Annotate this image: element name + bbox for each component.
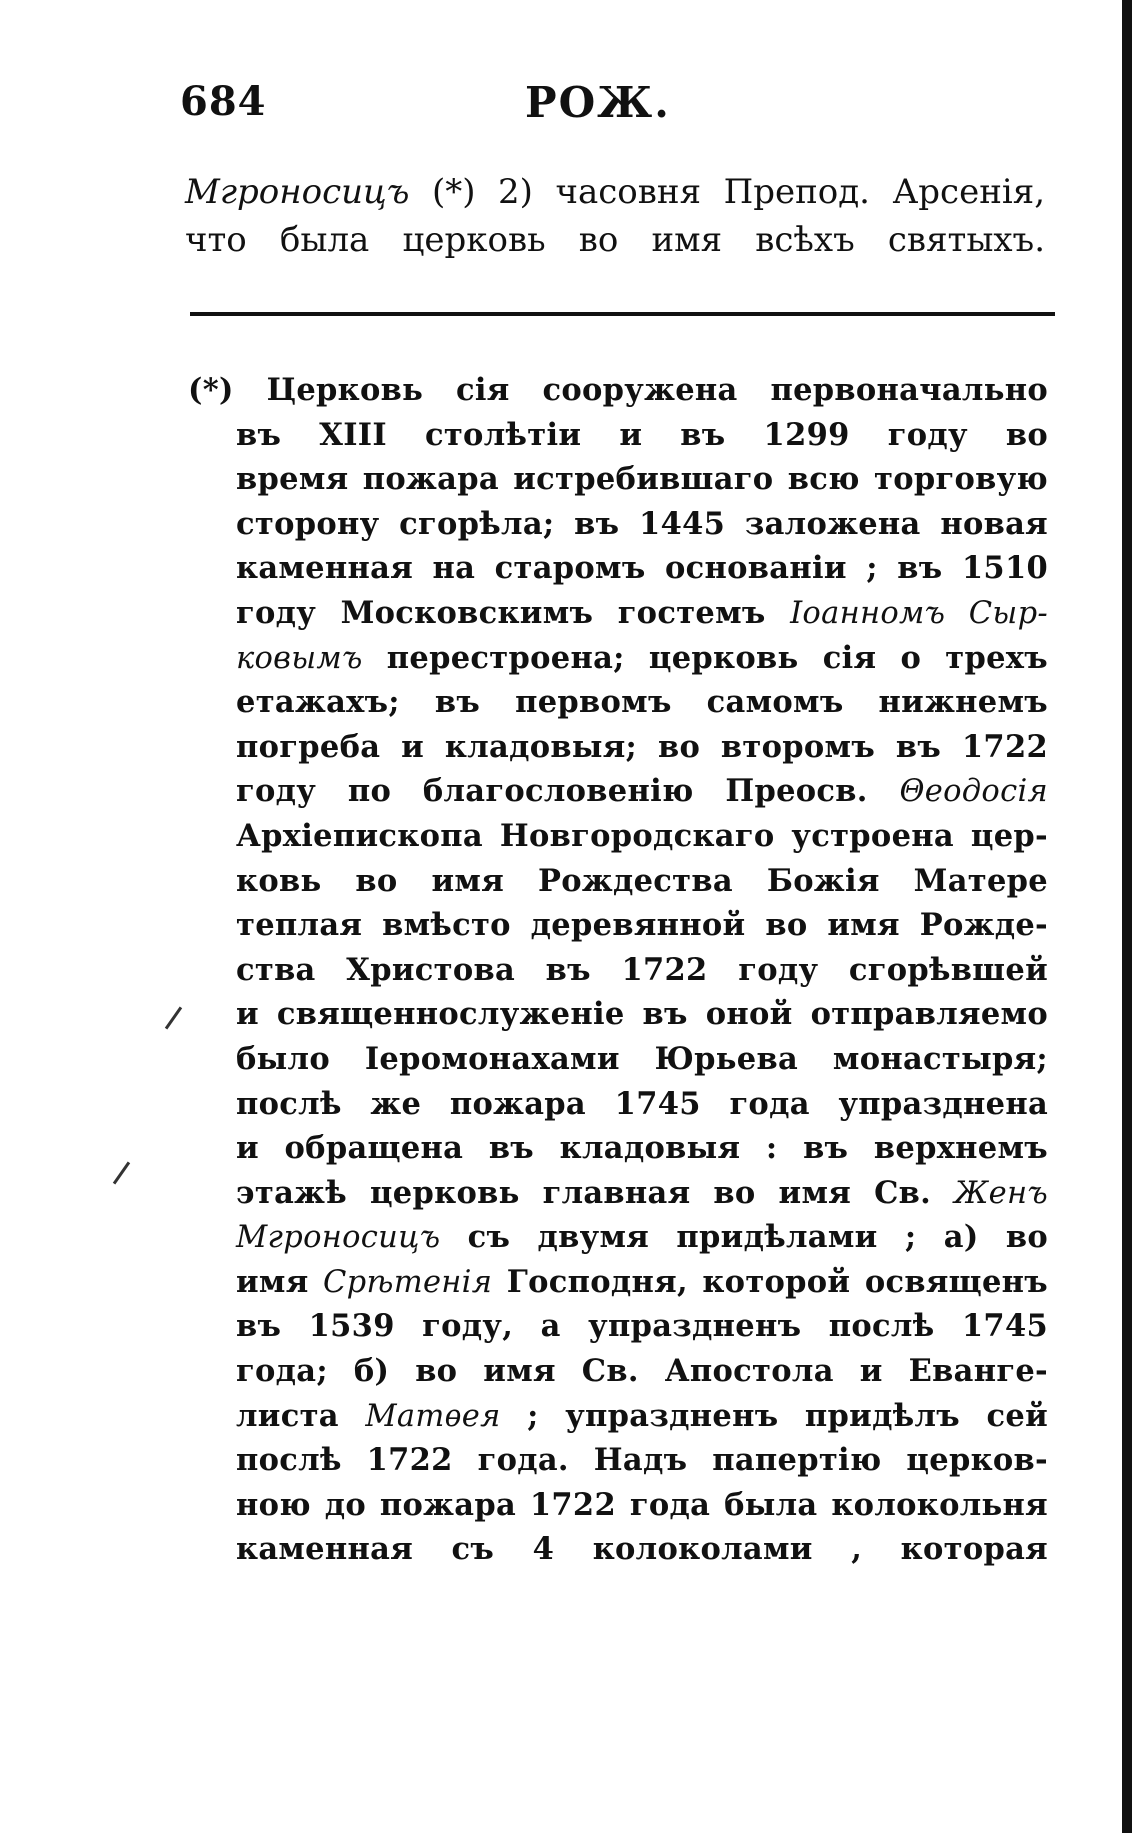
footnote-text: ною до пожара 1722 года была колокольня <box>236 1486 1048 1523</box>
footnote-text: (*) Церковь сія сооружена первоначально <box>188 372 1048 408</box>
footnote-text: и обращена въ кладовыя : въ верхнемъ <box>236 1130 1048 1167</box>
main-text-line <box>185 216 1045 264</box>
footnote-line <box>188 680 1048 725</box>
page-number: 684 <box>180 78 267 125</box>
footnote-line <box>188 1260 1048 1305</box>
footnote-text: етажахъ; въ первомъ самомъ нижнемъ <box>236 684 1048 721</box>
main-text-italic: Мгроносицъ <box>185 172 410 212</box>
footnote-line <box>188 413 1048 458</box>
footnote-text: погреба и кладовыя; во второмъ въ 1722 <box>236 728 1048 765</box>
footnote-text: года; б) во имя Св. Апостола и Еванге- <box>236 1353 1048 1390</box>
running-head: РОЖ. <box>525 78 671 127</box>
footnote-text: листа <box>236 1397 366 1434</box>
main-text-span: (*) 2) часовня Препод. Арсенія, <box>409 172 1045 212</box>
footnote-text: году по благословенію Преосв. <box>236 773 900 810</box>
footnote-line <box>188 1438 1048 1483</box>
footnote-line <box>188 1037 1048 1082</box>
footnote-text: было Іеромонахами Юрьева монастыря; <box>236 1040 1048 1077</box>
footnote-text: ; упраздненъ придѣлъ сей <box>500 1397 1048 1434</box>
footnote-line <box>188 457 1048 502</box>
page-header <box>180 78 1050 138</box>
footnote-line <box>188 368 1048 413</box>
footnote-line <box>188 591 1048 636</box>
footnote-text: Архіепископа Новгородскаго устроена цер- <box>236 817 1048 854</box>
footnote-text: послѣ 1722 года. Надъ папертію церков- <box>236 1442 1048 1479</box>
footnote-text: ства Христова въ 1722 году сгорѣвшей <box>236 951 1048 988</box>
footnote-line <box>188 1349 1048 1394</box>
footnote-text: въ 1539 году, а упраздненъ послѣ 1745 <box>236 1308 1048 1345</box>
margin-scratch-mark <box>165 1006 182 1029</box>
footnote-text: году Московскимъ гостемъ <box>236 594 791 631</box>
footnote-line <box>188 1215 1048 1260</box>
page-edge-shadow <box>1122 0 1132 1833</box>
footnote-text: этажѣ церковь главная во имя Св. <box>236 1174 955 1211</box>
footnote-line <box>188 859 1048 904</box>
footnote-text: имя <box>236 1263 324 1300</box>
footnote <box>188 368 1048 1572</box>
footnote-text: послѣ же пожара 1745 года упразднена <box>236 1085 1048 1122</box>
footnote-text: и священнослуженіе въ оной отправляемо <box>236 996 1048 1033</box>
footnote-italic: Мгроносицъ <box>236 1220 441 1256</box>
footnote-text: Господня, которой освященъ <box>492 1263 1049 1300</box>
footnote-line <box>188 1171 1048 1216</box>
footnote-italic: Θеодосія <box>899 774 1048 810</box>
footnote-line <box>188 769 1048 814</box>
footnote-line <box>188 1394 1048 1439</box>
main-text-line <box>185 168 1045 216</box>
main-text <box>185 168 1045 264</box>
footnote-line <box>188 814 1048 859</box>
footnote-text: каменная съ 4 колоколами , которая <box>236 1531 1048 1568</box>
main-text-span: что была церковь во имя всѣхъ святыхъ. <box>185 220 1045 260</box>
footnote-text: въ XIII столѣтіи и въ 1299 году во <box>236 416 1048 453</box>
footnote-italic: Іоанномъ Сыр- <box>790 595 1048 631</box>
footnote-text: ковь во имя Рождества Божія Матере <box>236 862 1048 899</box>
footnote-line <box>188 502 1048 547</box>
footnote-line <box>188 546 1048 591</box>
footnote-text: перестроена; церковь сія о трехъ <box>362 639 1048 676</box>
footnote-text: каменная на старомъ основаніи ; въ 1510 <box>236 550 1048 587</box>
footnote-line <box>188 1126 1048 1171</box>
footnote-line <box>188 903 1048 948</box>
footnote-italic: Матѳея <box>365 1398 501 1434</box>
footnote-italic: Срѣтенія <box>323 1264 493 1300</box>
footnote-line <box>188 1082 1048 1127</box>
footnote-line <box>188 636 1048 681</box>
footnote-line <box>188 1304 1048 1349</box>
footnote-text: сторону сгорѣла; въ 1445 заложена новая <box>236 505 1048 542</box>
footnote-text: время пожара истребившаго всю торговую <box>236 461 1048 498</box>
footnote-line <box>188 1483 1048 1528</box>
margin-scratch-mark <box>113 1161 130 1184</box>
footnote-line <box>188 992 1048 1037</box>
footnote-line <box>188 725 1048 770</box>
footnote-italic: ковымъ <box>236 640 363 676</box>
footnote-italic: Женъ <box>954 1175 1048 1211</box>
footnote-line <box>188 948 1048 993</box>
footnote-text: теплая вмѣсто деревянной во имя Рожде- <box>236 907 1048 944</box>
footnote-line <box>188 1527 1048 1572</box>
footnote-separator-rule <box>190 312 1055 316</box>
footnote-text: съ двумя придѣлами ; а) во <box>440 1219 1048 1256</box>
